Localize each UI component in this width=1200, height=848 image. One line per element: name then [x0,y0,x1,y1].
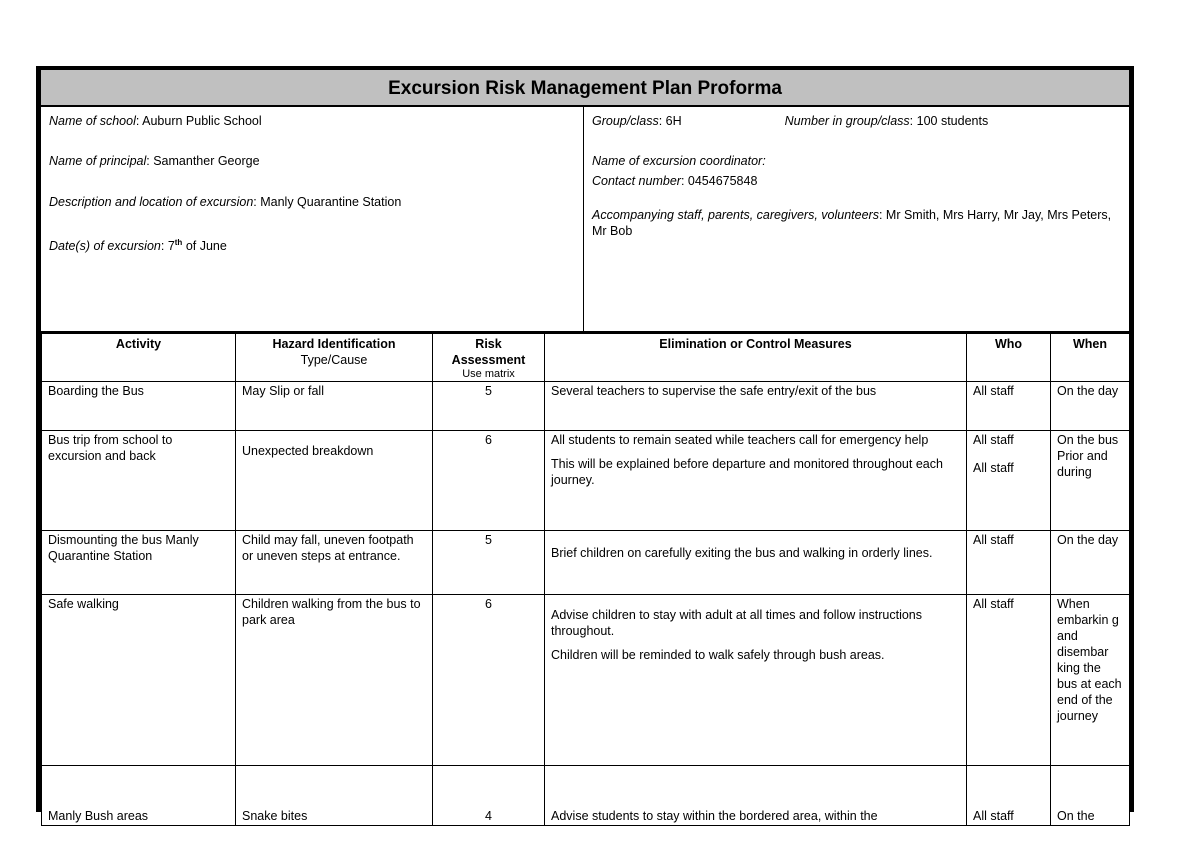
control-text: This will be explained before departure and monitored throughout each journey. [551,457,943,487]
hazard-cell: Snake bites [236,766,433,826]
control-text: Brief children on carefully exiting the bus and walking in orderly lines. [551,546,933,560]
activity-cell: Bus trip from school to excursion and back [42,431,236,531]
who-cell [967,531,1051,595]
school-info-panel [41,107,584,333]
table-row [42,431,1130,531]
who-cell [967,382,1051,431]
group-info-panel [584,107,1129,333]
dates-row: Date(s) of excursion: 7th of June [49,238,227,254]
staff-label: Accompanying staff, parents, caregivers, volunteers [592,208,879,222]
hazard-cell: May Slip or fall [236,382,433,431]
principal-label: Name of principal [49,154,147,168]
who-text: All staff [973,384,1014,398]
table-row [42,531,1130,595]
dates-rest: of June [185,239,227,254]
activity-cell: Safe walking [42,595,236,766]
control-cell [545,531,967,595]
group-row: Group/class: 6H Number in group/class: 100 students [592,114,989,128]
contact-label: Contact number [592,174,681,188]
table-row [42,382,1130,431]
col-activity: Activity [42,334,236,382]
col-hazard-label: Hazard Identification [272,337,396,351]
contact-value: 0454675848 [687,174,758,188]
col-hazard [236,334,433,382]
control-cell [545,766,967,826]
school-value: Auburn Public School [142,114,262,128]
risk-cell: 5 [433,531,545,595]
when-cell: On the day [1051,382,1130,431]
when-cell: On the day [1051,531,1130,595]
who-text: All staff [973,461,1014,475]
control-text: Children will be reminded to walk safely through bush areas. [551,648,885,662]
who-text: All staff [973,433,1014,447]
staff-row: Accompanying staff, parents, caregivers, volunteers: Mr Smith, Mrs Harry, Mr Jay, Mrs Peters, Mr Bob [592,208,1112,238]
hazard-cell: Unexpected breakdown [236,431,433,531]
col-hazard-sub: Type/Cause [300,353,368,367]
description-label: Description and location of excursion [49,195,254,209]
control-text: All students to remain seated while teachers call for emergency help [551,433,929,447]
risk-cell: 4 [433,766,545,826]
who-text: All staff [973,809,1014,823]
control-text: Advise students to stay within the bordered area, within the [551,809,878,823]
table-row [42,766,1130,826]
description-row: Description and location of excursion: Manly Quarantine Station [49,195,402,209]
control-text: Several teachers to supervise the safe entry/exit of the bus [551,384,877,398]
dates-suffix: th [174,238,183,247]
coordinator-row: Name of excursion coordinator: [592,154,766,168]
when-cell: On the [1051,766,1130,826]
school-label: Name of school [49,114,136,128]
when-cell: On the bus Prior and during [1051,431,1130,531]
who-cell [967,431,1051,531]
risk-cell: 6 [433,431,545,531]
control-cell [545,382,967,431]
group-label: Group/class [592,114,659,128]
who-cell [967,595,1051,766]
contact-row: Contact number: 0454675848 [592,174,758,188]
table-row [42,595,1130,766]
hazard-cell: Child may fall, uneven footpath or uneven steps at entrance. [236,531,433,595]
col-when: When [1051,334,1130,382]
col-control: Elimination or Control Measures [545,334,967,382]
who-cell [967,766,1051,826]
risk-plan-sheet [36,66,1134,823]
principal-row: Name of principal: Samanther George [49,154,260,168]
coordinator-label: Name of excursion coordinator [592,154,763,168]
who-text: All staff [973,597,1014,611]
group-value: 6H [665,114,682,128]
number-label: Number in group/class [784,114,910,128]
table-header-row [42,334,1130,382]
risk-cell: 5 [433,382,545,431]
col-risk-sub: Use matrix [462,368,515,380]
who-text: All staff [973,533,1014,547]
hazard-cell: Children walking from the bus to park area [236,595,433,766]
col-who: Who [967,334,1051,382]
control-text: Advise children to stay with adult at all times and follow instructions throughout. [551,608,923,638]
school-row: Name of school: Auburn Public School [49,114,262,128]
risk-table [41,333,1130,826]
principal-value: Samanther George [153,154,260,168]
control-cell [545,431,967,531]
number-value: 100 students [916,114,989,128]
page-title: Excursion Risk Management Plan Proforma [41,70,1129,107]
risk-cell: 6 [433,595,545,766]
col-risk-label: Risk Assessment [451,337,526,367]
activity-cell: Manly Bush areas [42,766,236,826]
description-value: Manly Quarantine Station [260,195,402,209]
col-risk [433,334,545,382]
activity-cell: Dismounting the bus Manly Quarantine Station [42,531,236,595]
when-cell: When embarkin g and disembar king the bus at each end of the journey [1051,595,1130,766]
staff-value: Mr Smith, Mrs Harry, Mr Jay, Mrs Peters, Mr Bob [592,208,1112,238]
activity-cell: Boarding the Bus [42,382,236,431]
dates-label: Date(s) of excursion [49,239,161,254]
control-cell [545,595,967,766]
dates-day: 7 [167,239,175,254]
